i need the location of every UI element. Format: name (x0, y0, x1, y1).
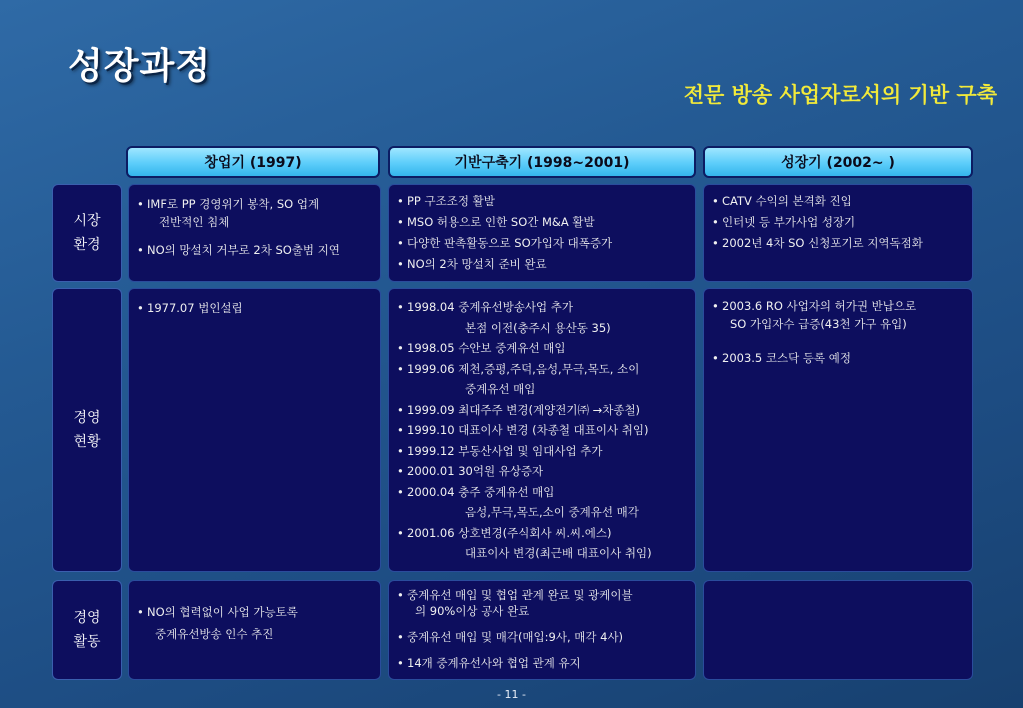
bullet-continuation: 대표이사 변경(최근배 대표이사 취임) (465, 546, 652, 560)
bullet-item (397, 359, 687, 400)
cell-market-foundation (388, 184, 696, 282)
cell-market-founding (128, 184, 381, 282)
bullet-item (397, 461, 687, 482)
bullet-item (397, 400, 687, 421)
bullet-item (397, 235, 687, 251)
bullet-item (712, 235, 964, 251)
page-subtitle: 전문 방송 사업자로서의 기반 구축 (683, 83, 997, 107)
bullet-text: • IMF로 PP 경영위기 봉착, SO 업계 (147, 197, 320, 211)
bullet-text: • 14개 중계유선사와 협업 관계 유지 (407, 656, 581, 670)
bullet-item (712, 214, 964, 230)
cell-activity-foundation (388, 580, 696, 680)
page-number: - 11 - (497, 688, 526, 701)
bullet-item (397, 587, 687, 619)
bullet-item (397, 193, 687, 209)
bullet-text: • NO의 2차 망설치 준비 완료 (407, 257, 547, 271)
page-title: 성장과정 (68, 46, 212, 87)
bullet-text: • PP 구조조정 활발 (407, 194, 495, 208)
row-label-management-activity (52, 580, 122, 680)
bullet-text: • CATV 수익의 본격화 진입 (722, 194, 852, 208)
cell-status-founding (128, 288, 381, 572)
bullet-text: • 중계유선 매입 및 협업 관계 완료 및 광케이블 (407, 588, 633, 602)
cell-activity-growth (703, 580, 973, 680)
bullet-item (712, 349, 964, 367)
bullet-continuation: 중계유선방송 인수 추진 (155, 627, 274, 641)
bullet-list (397, 587, 687, 671)
bullet-item (397, 629, 687, 645)
bullet-item (397, 655, 687, 671)
bullet-list (397, 297, 687, 564)
bullet-item (397, 420, 687, 441)
bullet-item (712, 297, 964, 333)
bullet-list (137, 601, 372, 645)
bullet-list (397, 193, 687, 272)
bullet-continuation: 음성,무극,목도,소이 중계유선 매각 (465, 505, 639, 519)
column-header-founding: 창업기 (1997) (126, 146, 380, 178)
bullet-text: • 1999.06 제천,증평,주덕,음성,무극,목도, 소이 (407, 361, 640, 376)
bullet-item (137, 601, 372, 645)
bullet-text: • 1999.12 부동산사업 및 임대사업 추가 (407, 443, 603, 458)
bullet-item (397, 482, 687, 523)
cell-status-foundation (388, 288, 696, 572)
bullet-item (397, 523, 687, 564)
bullet-text: • 중계유선 매입 및 매각(매입:9사, 매각 4사) (407, 630, 624, 644)
bullet-continuation: 의 90%이상 공사 완료 (415, 604, 530, 618)
cell-status-growth (703, 288, 973, 572)
bullet-continuation: 전반적인 침체 (159, 215, 230, 229)
bullet-text: • NO의 협력없이 사업 가능토록 (147, 605, 298, 619)
bullet-item (137, 195, 372, 231)
bullet-text: • 1998.04 중계유선방송사업 추가 (407, 300, 573, 314)
bullet-text: • 다양한 판촉활동으로 SO가입자 대폭증가 (407, 236, 613, 250)
bullet-text: • NO의 망설치 거부로 2차 SO출범 지연 (147, 243, 340, 257)
row-label-text: 환경 (73, 237, 101, 253)
cell-market-growth (703, 184, 973, 282)
bullet-item (137, 241, 372, 259)
bullet-list (712, 193, 964, 251)
bullet-text: • 2001.06 상호변경(주식회사 씨.씨.에스) (407, 525, 612, 540)
bullet-item (712, 193, 964, 209)
bullet-continuation: SO 가입자수 급증(43천 가구 유입) (730, 317, 907, 331)
bullet-list (137, 195, 372, 259)
bullet-text: • MSO 허용으로 인한 SO간 M&A 활발 (407, 215, 595, 229)
bullet-item (397, 338, 687, 359)
bullet-item (397, 441, 687, 462)
row-label-management-status (52, 288, 122, 572)
row-label-market (52, 184, 122, 282)
bullet-item (397, 214, 687, 230)
bullet-text: • 1998.05 수안보 중계유선 매입 (407, 341, 566, 355)
bullet-text: • 2003.5 코스닥 등록 예정 (722, 351, 851, 365)
bullet-text: • 2003.6 RO 사업자의 허가권 반납으로 (722, 299, 917, 313)
bullet-continuation: 중계유선 매입 (465, 382, 536, 396)
row-label-text: 경영 (73, 410, 101, 426)
row-label-text: 현황 (73, 434, 101, 450)
bullet-continuation: 본점 이전(충주시 용산동 35) (465, 320, 611, 335)
bullet-item (397, 297, 687, 338)
row-label-text: 활동 (73, 634, 101, 650)
row-label-text: 시장 (73, 213, 101, 229)
bullet-list (137, 299, 372, 317)
bullet-text: • 2000.04 충주 중계유선 매입 (407, 484, 555, 499)
bullet-text: • 인터넷 등 부가사업 성장기 (722, 215, 856, 229)
column-header-foundation: 기반구축기 (1998~2001) (388, 146, 696, 178)
bullet-text: • 1999.10 대표이사 변경 (차종철 대표이사 취임) (407, 423, 649, 437)
row-label-text: 경영 (73, 610, 101, 626)
bullet-list (712, 297, 964, 367)
bullet-text: • 1999.09 최대주주 변경(계양전기㈜ →차종철) (407, 402, 641, 417)
bullet-text: • 2002년 4차 SO 신청포기로 지역독점화 (722, 236, 923, 250)
bullet-text: • 1977.07 법인설립 (147, 301, 243, 315)
bullet-item (137, 299, 372, 317)
column-header-growth: 성장기 (2002~ ) (703, 146, 973, 178)
cell-activity-founding (128, 580, 381, 680)
bullet-item (397, 256, 687, 272)
bullet-text: • 2000.01 30억원 유상증자 (407, 464, 544, 478)
